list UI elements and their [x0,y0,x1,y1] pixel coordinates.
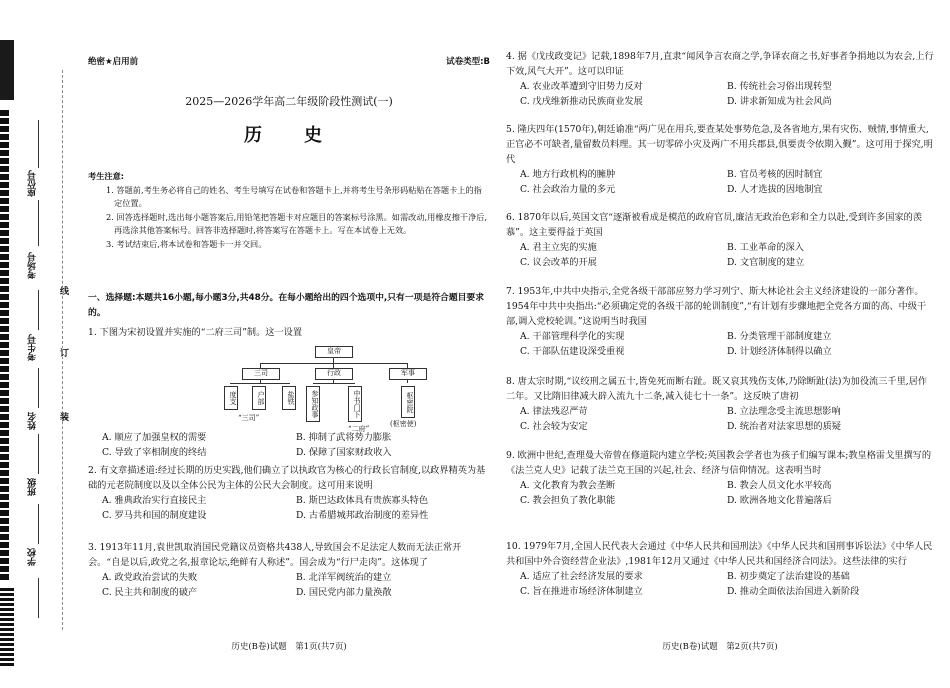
option-a[interactable]: A. 律法残忍严苛 [520,406,588,417]
diagram-shumi: 枢密院 [401,386,415,418]
option-a[interactable]: A. 文化教育为教会垄断 [520,480,616,491]
option-d[interactable]: D. 古希腊城邦政治制度的差异性 [296,510,429,521]
option-a[interactable]: A. 地方行政机构的臃肿 [520,169,616,180]
subject-title: 历 史 [244,125,334,146]
question-10 [506,539,934,599]
option-c[interactable]: C. 议会改革的开展 [520,257,597,268]
question-7 [506,284,934,359]
section-heading: 一、选择题:本题共16小题,每小题3分,共48分。在每小题给出的四个选项中,只有一项是符合题目要求的。 [88,293,485,318]
question-4 [506,49,934,109]
binding-bar-bottom [0,588,14,668]
option-a[interactable]: A. 适应了社会经济发展的要求 [520,571,643,582]
question-stem: 3. 1913年11月,袁世凯取消国民党籍议员资格共438人,导致国会不足法定人数而无法正常开会。“自是以后,政党之名,报章论坛,绝鲜有人称述”。国会成为“行尸走肉”。这体现了 [88,542,462,568]
diagram-military: 军事 [389,368,427,380]
question-stem: 6. 1870年以后,英国文官“逐渐被看成是模范的政府官员,廉洁无政治色彩和全力以赴,受到许多国家的羡慕”。这主要得益于英国 [506,212,923,238]
diagram-yantie: 盐铁 [282,386,296,410]
option-c[interactable]: C. 民主共和制度的破产 [102,587,198,598]
option-b[interactable]: B. 工业革命的深入 [727,242,804,253]
option-a[interactable]: A. 干部管理科学化的实现 [520,331,625,342]
option-c[interactable]: C. 教会担负了教化职能 [520,495,616,506]
option-d[interactable]: D. 计划经济体制得以确立 [727,346,832,357]
option-b[interactable]: B. 分类管理干部制度建立 [727,331,832,342]
diagram-three-divisions: 三司 [242,368,280,380]
exam-title: 2025—2026学年高二年级阶段性测试(一) [185,95,393,108]
option-c[interactable]: C. 旨在推进市场经济体制建立 [520,586,643,597]
question-stem: 2. 有文章描述道:经过长期的历史实践,他们确立了以执政官为核心的行政长官制度,以政界精英为基础的元老院制度以及以全体公民为主体的公民大会制度。这可用来说明 [88,465,486,491]
note-item: 2. 回答选择题时,选出每小题答案后,用铅笔把答题卡对应题目的答案标号涂黑。如需改动,用橡皮擦干净后,再选涂其他答案标号。回答非选择题时,将答案写在答题卡上。写在本试卷上无效。 [106,211,488,235]
name-label: 姓名 [28,412,38,430]
question-9 [506,448,934,508]
two-offices-three-divisions-diagram [220,346,452,433]
cut-mark-line: 线 [58,286,68,295]
diagram-caption-three: “三司” [238,414,260,422]
diagram-duzhi: 度支 [224,386,238,410]
option-b[interactable]: B. 官员考核的因时制宜 [727,169,823,180]
option-a[interactable]: A. 雅典政治实行直接民主 [102,495,207,506]
question-stem: 9. 欧洲中世纪,查理曼大帝曾在修道院内建立学校;英国教会学者也为孩子们编写课本;教皇格雷戈里撰写的《法兰克人史》记载了法兰克王国的兴起,社会、经济与信仰情况。这表明当时 [506,450,932,476]
page-1 [88,0,490,688]
question-stem: 8. 唐太宗时期,“议绞刑之属五十,皆免死而断右趾。既又哀其残伤支体,乃除断趾(法)为加役流三千里,居作二年。又比隋旧律减大辟入流九十二条,减入徒七十一条”。这反映了唐初 [506,376,928,402]
option-c[interactable]: C. 干部队伍建设深受重视 [520,346,625,357]
class-label: 班级 [28,478,38,496]
note-item: 1. 答题前,考生务必将自己的姓名、考生号填写在试卷和答题卡上,并将考生号条形码粘贴在答题卡上的指定位置。 [106,184,482,208]
diagram-caption-shumi: (枢密使) [390,420,417,428]
diagram-hubu: 户部 [252,386,266,410]
option-b[interactable]: B. 传统社会习俗出现转型 [727,81,832,92]
diagram-emperor: 皇帝 [315,346,353,358]
cut-mark-bind: 订 [58,348,68,357]
option-d[interactable]: D. 人才选拔的因地制宜 [727,184,823,195]
cut-mark-staple: 装 [58,412,68,421]
paper-type: 试卷类型:B [446,57,490,67]
candidate-number-label: 考生号 [28,334,38,361]
question-stem: 1. 下图为宋初设置并实施的“二府三司”制。这一设置 [88,327,303,338]
question-2 [88,463,490,523]
option-d[interactable]: D. 统治者对法家思想的质疑 [727,421,841,432]
question-stem: 7. 1953年,中共中央指示,全党各级干部部应努力学习列宁、斯大林论社会主义经济建设的一部分著作。1954年中共中央指出:“必须确定党的各级干部的轮训制度”,“有计划有步骤地把全党各方面的高、中级干部,调入党校轮训。”这说明当时我国 [506,286,927,327]
exam-room-label: 考场号 [28,252,38,279]
diagram-zhongshu: 中书门下 [348,386,362,422]
page-footer: 历史(B卷)试题 第2页(共7页) [662,642,778,652]
question-6 [506,210,934,270]
question-8 [506,374,934,434]
binding-bar-mid [0,110,9,580]
binding-bar-top [0,40,14,100]
question-stem: 5. 隆庆四年(1570年),朝廷谕准“两广见在用兵,要查某处事势危急,及各省地方,果有灾伤、贼情,事情重大,正官必不可缺者,量留数员料理。其一切零碎小灾及两广不用兵郡县,俱要责令依期入觐”。这可用于探究,明代 [506,124,933,165]
option-d[interactable]: D. 讲求新知成为社会风尚 [727,96,832,107]
diagram-caption-two: “二府” [348,425,370,433]
option-d[interactable]: D. 欧洲各地文化普遍落后 [727,495,832,506]
question-stem: 10. 1979年7月,全国人民代表大会通过《中华人民共和国刑法》《中华人民共和国刑事诉讼法》《中华人民共和国中外合资经营企业法》,1981年12月又通过《中华人民共和国经济合同法》。这些法律的实行 [506,541,933,567]
note-item: 3. 考试结束后,将本试卷和答题卡一并交回。 [106,238,267,249]
option-c[interactable]: C. 戊戌维新推动民族商业发展 [520,96,643,107]
question-1 [88,325,490,340]
option-c[interactable]: C. 社会较为安定 [520,421,588,432]
binding-strip [0,0,82,688]
candidate-notes [88,170,490,251]
option-a[interactable]: A. 政党政治尝试的失败 [102,572,198,583]
option-d[interactable]: D. 保障了国家财政收入 [296,447,392,458]
option-b[interactable]: B. 北洋军阀统治的建立 [296,572,392,583]
option-b[interactable]: B. 立法理念受主流思想影响 [727,406,841,417]
option-c[interactable]: C. 导致了宰相制度的终结 [102,447,207,458]
option-a[interactable]: A. 君主立宪的实施 [520,242,597,253]
option-d[interactable]: D. 文官制度的建立 [727,257,805,268]
question-1-options [88,430,490,460]
secret-mark: 绝密★启用前 [88,57,139,67]
option-c[interactable]: C. 社会政治力量的多元 [520,184,616,195]
page-footer: 历史(B卷)试题 第1页(共7页) [231,642,347,652]
question-stem: 4. 据《戊戌政变记》记载,1898年7月,直隶“闻风争言农商之学,争译农商之书,好事者争捐地以为农会,上行下效,风气大开”。这可以印证 [506,51,934,77]
option-b[interactable]: B. 抑制了武将势力膨胀 [296,432,392,443]
question-3 [88,540,490,600]
option-a[interactable]: A. 顺应了加强皇权的需要 [102,432,207,443]
school-label: 学校 [28,548,38,566]
option-c[interactable]: C. 罗马共和国的制度建设 [102,510,207,521]
option-a[interactable]: A. 农业改革遭到守旧势力反对 [520,81,643,92]
option-b[interactable]: B. 教会人员文化水平较高 [727,480,832,491]
diagram-administration: 行政 [315,368,353,380]
notes-heading: 考生注意: [88,171,125,181]
seat-number-label: 座位号 [28,170,38,197]
question-5 [506,122,934,197]
option-b[interactable]: B. 斯巴达政体具有贵族寡头特色 [296,495,429,506]
option-d[interactable]: D. 国民党内部力量涣散 [296,587,392,598]
diagram-canzhi: 参知政事 [306,386,320,422]
option-b[interactable]: B. 初步奠定了法治建设的基础 [727,571,850,582]
page-2 [506,0,934,688]
option-d[interactable]: D. 推动全面依法治国进入新阶段 [727,586,860,597]
